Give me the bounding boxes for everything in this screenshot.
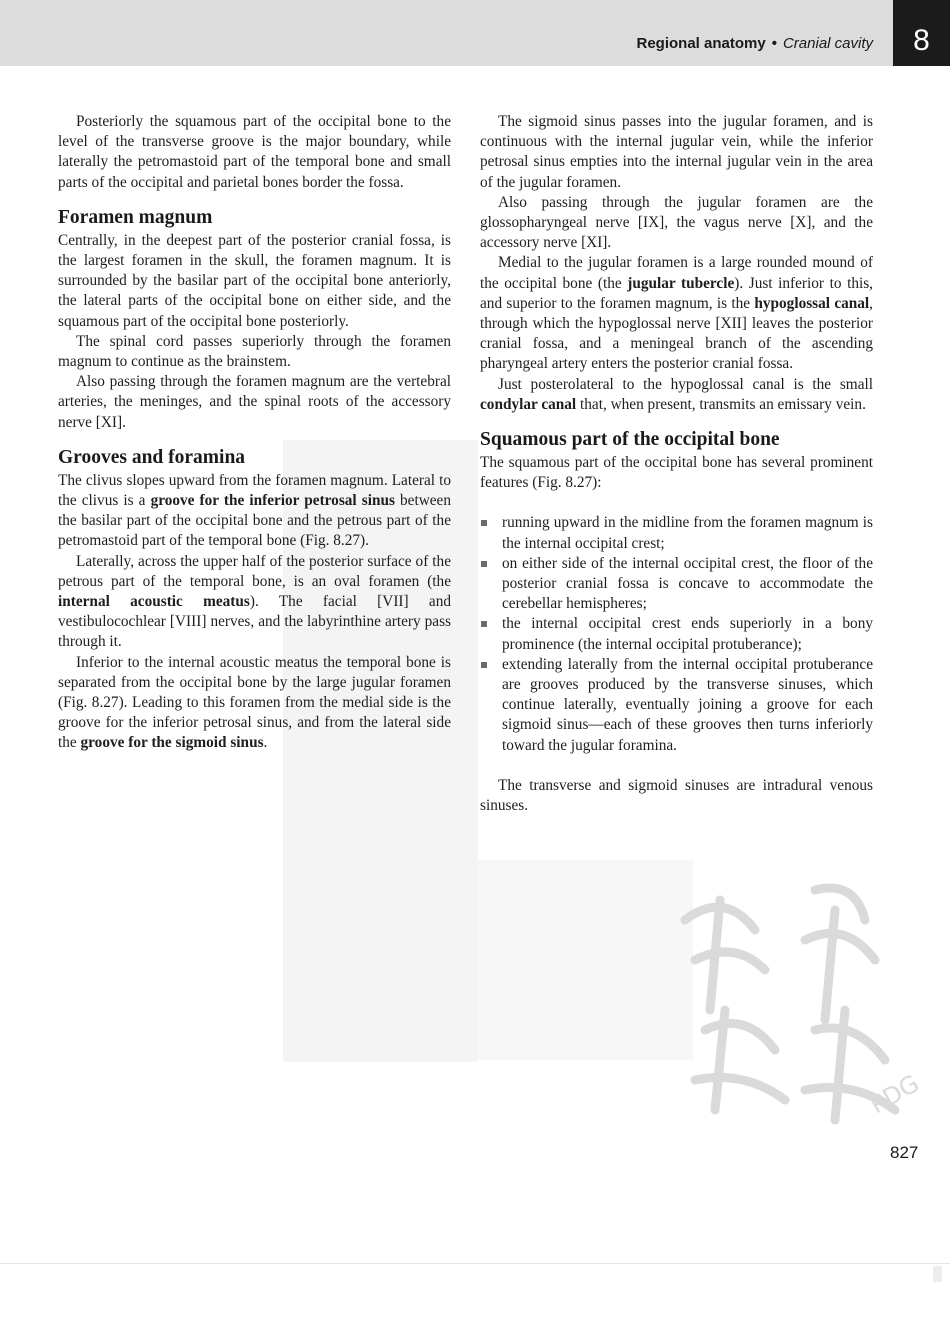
heading-grooves-and-foramina: Grooves and foramina (58, 446, 246, 468)
list-item: extending laterally from the internal occipital protuberance are grooves produced by the transverse sinuses, which continue laterally, eventually joining a groove for each sigmoid sinus—each of these grooves then turns inferiorly toward the jugular foramina. (480, 655, 873, 756)
term-groove-sigmoid-sinus: groove for the sigmoid sinus (80, 734, 264, 752)
bullet-square-icon (481, 662, 487, 668)
left-column (58, 112, 451, 754)
list-item: on either side of the internal occipital crest, the floor of the posterior cranial fossa is concave to accommodate the cerebellar hemispheres; (480, 554, 873, 615)
paragraph: Medial to the jugular foramen is a large rounded mound of the occipital bone (the jugular tubercle). Just inferior to this, and superior to the foramen magnum, is the hypoglossal canal, through which the hypoglossal nerve [XII] leaves the posterior cranial fossa, and a meningeal branch of the ascending pharyngeal artery enters the posterior cranial fossa. (480, 254, 874, 373)
paragraph: Laterally, across the upper half of the posterior surface of the petrous part of the temporal bone, is an oval foramen (the internal acoustic meatus). The facial [VII] and vestibulocochlear [VIII] nerves, and the labyrinthine artery pass through it. (58, 552, 451, 651)
show-through-shade-lower (478, 860, 693, 1060)
bottom-rule (0, 1263, 950, 1264)
heading-foramen-magnum: Foramen magnum (58, 206, 213, 228)
running-header (637, 35, 874, 57)
paragraph: The sigmoid sinus passes into the jugular foramen, and is continuous with the internal jugular vein, while the inferior petrosal sinus empties into the internal jugular vein in the area of the jugular foramen. (480, 113, 873, 191)
term-groove-inferior-petrosal-sinus: groove for the inferior petrosal sinus (150, 492, 395, 510)
paragraph: The squamous part of the occipital bone has several prominent features (Fig. 8.27): (480, 454, 873, 492)
term-internal-acoustic-meatus: internal acoustic meatus (58, 593, 250, 611)
paragraph: Just posterolateral to the hypoglossal canal is the small condylar canal that, when present, transmits an emissary vein. (480, 375, 873, 413)
chapter-number-tab: 8 (893, 0, 950, 66)
term-hypoglossal-canal: hypoglossal canal (754, 294, 870, 312)
right-column (480, 112, 873, 816)
paragraph: Also passing through the foramen magnum are the vertebral arteries, the meninges, and the spinal roots of the accessory nerve [XI]. (58, 373, 451, 431)
watermark-text: PDG (865, 1069, 924, 1120)
paragraph: The spinal cord passes superiorly through the foramen magnum to continue as the brainstem. (58, 332, 451, 371)
paragraph: The transverse and sigmoid sinuses are intradural venous sinuses. (480, 776, 873, 815)
paragraph: Also passing through the jugular foramen are the glossopharyngeal nerve [IX], the vagus nerve [X], and the accessory nerve [XI]. (480, 193, 873, 252)
term-jugular-tubercle: jugular tubercle (627, 274, 735, 292)
list-item: running upward in the midline from the foramen magnum is the internal occipital crest; (480, 513, 873, 553)
header-section: Regional anatomy (636, 35, 766, 52)
bullet-square-icon (481, 520, 487, 526)
paragraph: Posteriorly the squamous part of the occipital bone to the level of the transverse groove is the major boundary, while laterally the petromastoid part of the temporal bone and small parts of the occipital and parietal bones border the fossa. (58, 113, 451, 191)
paragraph: The clivus slopes upward from the foramen magnum. Lateral to the clivus is a groove for the inferior petrosal sinus between the basilar part of the occipital bone and the petrous part of the petromastoid part of the temporal bone (Fig. 8.27). (58, 471, 451, 550)
term-condylar-canal: condylar canal (480, 395, 577, 413)
bullet-square-icon (481, 561, 487, 567)
header-subsection: Cranial cavity (782, 35, 873, 52)
heading-squamous-part: Squamous part of the occipital bone (480, 429, 780, 451)
paragraph: Centrally, in the deepest part of the posterior cranial fossa, is the largest foramen in the skull, the foramen magnum. It is surrounded by the basilar part of the occipital bone anteriorly, the lateral parts of the occipital bone on either side, and the squamous part of the occipital bone posteriorly. (58, 231, 451, 330)
page-number: 827 (890, 1143, 919, 1162)
paragraph: Inferior to the internal acoustic meatus the temporal bone is separated from the occipital bone by the large jugular foramen (Fig. 8.27). Leading to this foramen from the medial side is the groove for the inferior petrosal sinus, and from the lateral side the groove for the sigmoid sinus. (58, 653, 451, 752)
watermark-seal (665, 860, 945, 1145)
bullet-square-icon (481, 621, 487, 627)
list-item: the internal occipital crest ends superiorly in a bony prominence (the internal occipital protuberance); (480, 614, 873, 654)
feature-list (480, 513, 873, 755)
header-separator: • (771, 35, 777, 52)
bottom-edge-mark (933, 1266, 942, 1282)
